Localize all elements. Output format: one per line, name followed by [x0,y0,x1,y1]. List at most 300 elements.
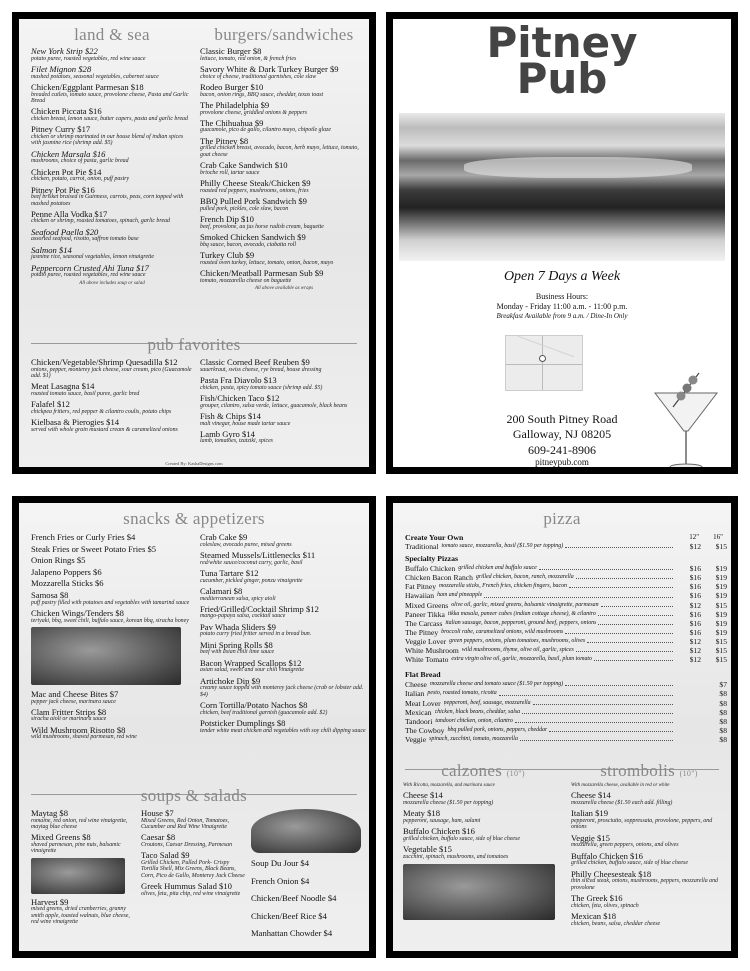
pizza-row [405,637,727,646]
dot-leader [601,601,673,607]
menu-item-description: teriyaki, bbq, sweet chili, buffalo sauce, korean bbq, siracha honey [31,617,189,624]
menu-item-name: The Chihuahua $9 [200,117,264,128]
menu-item [200,376,368,391]
dot-leader [576,646,673,652]
menu-item-name: Manhattan Chowder $4 [251,928,333,939]
pizza-row [405,689,727,698]
menu-item [200,215,368,230]
menu-item-description: romaine, red onion, red wine vinaigrette, maytag blue cheese [31,817,128,830]
dot-leader [565,680,673,686]
menu-item [31,186,193,207]
burgers-list [200,47,368,284]
price-16: $8 [719,707,727,717]
menu-item-description: beef with asian chili lime sauce [200,649,275,656]
menu-item-name: Philly Cheese Steak/Chicken $9 [200,178,311,189]
menu-item-description: assorted seafood, risotto, saffron tomato base [31,236,139,243]
pizza-description: tikka masala, paneer cubes (indian cottage cheese), & cilantro [447,610,596,617]
menu-item-name: BBQ Pulled Pork Sandwich $9 [200,196,307,207]
dot-leader [598,619,673,625]
pizza-description: broccoli rabe, caramelized onions, wild mushrooms [441,628,564,635]
pizza-description: pepperoni, beef, sausage, mozzarella [443,699,531,706]
menu-item [251,877,369,886]
menu-item-name: Fish/Chicken Taco $12 [200,392,280,403]
menu-item-name: Peppercorn Crusted Ahi Tuna $17 [31,262,149,273]
menu-item-name: Chicken Marsala $16 [31,148,106,159]
snacks-right [200,533,369,737]
menu-item-name: Crab Cake $9 [200,532,248,542]
menu-item-description: choice of cheese, traditional garnishes, cole slaw [200,73,317,80]
menu-item [200,269,368,284]
menu-item-description: chicken, pasta, spicy tomato sauce (shrimp add. $5) [200,384,323,391]
pizza-row [405,564,727,573]
menu-item [141,809,245,830]
menu-item-description: zucchini, spinach, mushrooms, and tomatoes [403,853,509,860]
pizza-row [405,619,727,628]
menu-item-description: puff pastry filled with potatoes and vegetables with tamarind sauce [31,599,190,606]
credit-text: Created By: KashaDesigns.com [165,461,223,466]
menu-item-name: Maytag $8 [31,808,68,818]
menu-item-description: Croutons, Caesar Dressing, Parmesan [141,841,233,848]
price-12 [675,689,701,698]
snacks-left [31,533,191,624]
pizza-row [405,573,727,582]
hours-text: Monday - Friday 11:00 a.m. - 11:00 p.m. [496,302,628,311]
create-your-own-title: Create Your Own [405,533,464,542]
menu-item-name: Veggie $15 [571,832,610,843]
price-12 [675,735,701,744]
menu-item [31,898,135,926]
menu-item-name: Seafood Paella $20 [31,226,99,237]
pub-favorites-right [200,358,368,448]
pizza-row [405,680,727,689]
pizza-row [405,726,727,735]
menu-item-name: Mini Spring Rolls $8 [200,639,273,650]
menu-item-description: beef, provolone, au jus horse radish cream, baguette [200,223,324,230]
salads-middle [141,809,245,900]
menu-item [200,551,369,566]
menu-item-name: Taco Salad $9 [141,850,190,861]
menu-item [31,246,193,261]
strombolis-list [571,791,727,927]
menu-item-description: mashed potatoes, seasonal vegetables, cabernet sauce [31,73,159,80]
price-12: $16 [689,564,701,574]
price-12: $12 [689,542,701,551]
pizza-row [405,542,727,551]
specialty-title: Specialty Pizzas [405,554,459,564]
pizza-name: Paneer Tikka [405,609,445,619]
soups-list [251,859,369,938]
open-seven-days: Open 7 Days a Week [503,269,621,284]
dot-leader [520,735,673,741]
menu-item-name: Calamari $8 [200,585,243,596]
pizza-name: Hawaiian [405,591,435,601]
menu-item-description: Grilled Chicken, Pulled Pork- Crispy Tortilla Shell, Mix Greens, Black Beans, Corn, Pico de Gallo, Monterey Jack Cheese [141,859,245,879]
menu-item [31,150,193,165]
price-16: $19 [715,591,727,601]
pizza-description: tandoori chicken, onion, cilantro [435,717,513,724]
menu-item [571,809,727,830]
menu-item-name: House $7 [141,808,174,818]
dot-leader [594,655,673,661]
pizza-description: pesto, roasted tomato, ricotta [427,690,497,697]
menu-item [31,65,193,80]
breakfast-text: Breakfast Available from 9 a.m. / Dine-In Only [496,312,628,320]
menu-item-name: Chicken Wings/Tenders $8 [31,607,124,618]
pizza-row [405,591,727,600]
menu-item [200,569,369,584]
menu-item [31,833,135,854]
phone-number: 609-241-8906 [528,443,596,457]
menu-item-description: breaded cutlets, tomato sauce, provolone cheese, Pasta and Garlic Bread [31,91,189,104]
price-12 [675,699,701,708]
menu-item-name: Pitney Pot Pie $16 [31,184,95,195]
menu-item-description: chicken breast, lemon sauce, butter capers, pasta and garlic bread [31,115,188,122]
dot-leader [587,637,673,643]
menu-item-name: Pasta Fra Diavolo $13 [200,374,277,385]
location-map [505,335,583,391]
menu-item-description: beef brisket braised in Guinness, carrots, peas, corn topped with mashed potatoes [31,194,184,207]
menu-item-name: The Philadelphia $9 [200,99,270,110]
pizza-name: Cheese [405,680,427,690]
menu-item [251,912,369,921]
menu-panel-cover-body [393,19,731,467]
flat-bread-list [405,680,727,744]
pizza-description: olive oil, garlic, mixed greens, balsamic vinaigrette, parmesan [451,601,599,608]
menu-item-description: lamb, tomatoes, tzatziki, spices [200,438,273,445]
menu-item-name: Meat Lasagna $14 [31,381,95,392]
menu-item [200,701,369,716]
dot-leader [549,726,673,732]
dot-leader [522,708,673,714]
menu-item-description: sauerkraut, swiss cheese, rye bread, house dressing [200,366,322,373]
menu-item-name: Mexican $18 [571,910,617,921]
menu-item-name: Pav Whada Sliders $9 [200,621,276,632]
menu-item [31,591,191,606]
pizza-row [405,655,727,664]
menu-item [31,382,193,397]
pizza-row [405,601,727,610]
dot-leader [539,564,673,570]
pizza-description: chicken, black beans, cheddar, salsa [434,708,521,715]
menu-item-name: French Dip $10 [200,214,254,225]
menu-item-name: Chicken/Beef Rice $4 [251,910,327,921]
menu-item-description: potato puree, roasted vegetables, red wine sauce [31,272,146,279]
pizza-name: Veggie Lover [405,636,447,646]
pizza-name: Italian [405,689,425,699]
menu-item-name: Fish & Chips $14 [200,410,261,421]
dot-leader [565,628,673,634]
menu-item [200,197,368,212]
menu-item-description: guacamole, pico de gallo, cilantro mayo, chipotle glaze [200,127,331,134]
price-16: $15 [715,542,727,551]
menu-item [571,834,727,849]
price-16: $15 [715,646,727,656]
pizza-description: bbq pulled pork, onions, peppers, cheddar [447,726,548,733]
menu-item [200,251,368,266]
menu-item-name: Buffalo Chicken $16 [403,826,475,837]
pizza-row [405,708,727,717]
menu-item-name: Turkey Club $9 [200,250,255,261]
menu-item-description: chickpea fritters, red pepper & cilantro coulis, potato chips [31,408,172,415]
menu-panel-appetizers-body [19,503,369,951]
price-16: $8 [719,716,727,726]
price-12: $16 [689,582,701,592]
menu-item-description: Mixed Greens, Red Onion, Tomatoes, Cucumber and Red Wine Vinaigrette [141,817,230,830]
menu-item [200,137,368,158]
menu-item [31,358,193,379]
menu-item-name: Filet Mignon $28 [31,63,92,74]
menu-item [403,809,563,824]
menu-item-name: Penne Alla Vodka $17 [31,208,108,219]
pizza-description: green peppers, onions, plum tomatoes, mushrooms, olives [449,637,586,644]
menu-item [31,400,193,415]
pizza-name: The Cowboy [405,725,445,735]
menu-item-description: red/white sauce/coconut curry, garlic, basil [200,559,303,566]
menu-item-description: grouper, cilantro, salsa verde, lettuce, guacamole, black beans [200,402,348,409]
price-12: $16 [689,573,701,583]
pizza-name: The Pitney [405,627,439,637]
strombolis-note: With mozzarella cheese, available in red or white [571,783,670,788]
menu-item-description: shaved parmesan, pine nuts, balsamic vinaigrette [31,841,121,855]
soups-heading: soups & salads [140,786,248,805]
pizza-name: Veggie [405,734,427,744]
pizza-row [405,717,727,726]
calzones-list [403,791,563,860]
price-12: $12 [689,655,701,665]
price-16: $19 [715,573,727,583]
menu-item-name: Cheese $14 [571,790,611,801]
menu-item-name: Mozzarella Sticks $6 [31,578,104,589]
menu-item-name: Tuna Tartare $12 [200,567,259,578]
menu-item [31,264,193,279]
menu-item-name: Mixed Greens $8 [31,832,91,843]
pub-favorites-heading: pub favorites [147,335,241,354]
menu-item [403,791,563,806]
hours-title: Business Hours: [535,292,589,301]
calzones-heading [403,761,563,781]
menu-item-name: New York Strip $22 [31,46,98,56]
menu-item-name: Wild Mushroom Risotto $8 [31,724,126,735]
menu-item-name: Chicken/Beef Noodle $4 [251,893,337,904]
dot-leader [533,699,673,705]
menu-item-name: French Fries or Curly Fries $4 [31,532,136,542]
logo-line-1: Pitney [486,19,638,67]
menu-item-description: mango-papaya salsa, cocktail sauce [200,613,286,620]
menu-item-name: Potsticker Dumplings $8 [200,718,286,729]
pizza-row [405,735,727,744]
menu-item-name: Smoked Chicken Sandwich $9 [200,232,306,243]
menu-item-description: mushrooms, choice of pasta, garlic bread [31,158,129,165]
menu-item [31,533,191,542]
menu-item [31,228,193,243]
menu-item [200,358,368,373]
pizza-row [405,699,727,708]
menu-item [141,833,245,848]
pizza-description: spinach, zucchini, tomato, mozzarella [429,735,518,742]
menu-item-description: mozzarella cheese ($1.50 per topping) [403,799,494,806]
pizza-row [405,628,727,637]
price-12: $12 [689,636,701,646]
pizza-description: grilled chicken and buffalo sauce [458,565,537,572]
menu-item-name: Artichoke Dip $9 [200,675,261,686]
menu-item-description: pepper jack cheese, marinara sauce [31,698,116,705]
menu-item-name: Buffalo Chicken $16 [571,850,643,861]
land-sea-list [31,47,193,279]
menu-item [31,168,193,183]
menu-item-name: Italian $19 [571,808,608,819]
price-12: $16 [689,591,701,601]
menu-item-name: Harvest $9 [31,896,69,907]
menu-item [31,568,191,577]
menu-item-name: Bacon Wrapped Scallops $12 [200,657,302,668]
snacks-heading: snacks & appetizers [123,509,265,528]
menu-item-name: Fried/Grilled/Cocktail Shrimp $12 [200,603,319,614]
menu-item-name: Falafel $12 [31,399,70,410]
menu-item [251,929,369,938]
pizza-name: Traditional [405,542,439,551]
menu-item-name: The Pitney $8 [200,135,249,146]
dot-leader [576,573,673,579]
pizza-heading: pizza [543,509,581,528]
size-12-label: 12" [689,533,700,541]
menu-item [200,677,369,698]
strombolis-title: strombolis [600,761,676,780]
menu-item [571,912,727,927]
calzone-photo [403,864,555,920]
menu-item [403,845,563,860]
specialty-list [405,564,727,664]
menu-item-name: Classic Burger $8 [200,46,262,56]
pizza-description: ham and pineapple [437,592,483,599]
menu-item [31,210,193,225]
menu-item-name: Samosa $8 [31,589,69,600]
menu-item-description: wild mushrooms, shaved parmesan, red wine [31,734,137,741]
pizza-description: mozzarella cheese and tomato sauce ($1.50 per topping) [429,681,564,688]
price-16: $15 [715,600,727,610]
dot-leader [565,542,673,548]
price-12: $12 [689,646,701,656]
menu-item-description: thin sliced steak, onions, mushrooms, peppers, mozzarella and provolone [571,878,718,891]
website[interactable]: pitneypub.com [535,457,589,467]
price-16: $19 [715,618,727,628]
menu-item [31,545,191,554]
pizza-name: Chicken Bacon Ranch [405,573,473,583]
menu-item-description: chicken or shrimp, roasted tomatoes, spinach, garlic bread [31,218,170,225]
menu-panel-pizza-body [393,503,731,951]
menu-item [251,859,369,868]
menu-item [31,579,191,588]
pizza-name: Mixed Greens [405,600,449,610]
price-16: $19 [715,582,727,592]
menu-item [200,179,368,194]
menu-item-description: mediterranean salsa, spicy aioli [200,595,276,602]
menu-item-description: pepperoni, sausage, ham, salami [403,817,481,824]
menu-item-name: Chicken Piccata $16 [31,106,102,117]
menu-item-description: asian salad, sweet and sour chili vinaigrette [200,667,305,674]
menu-item-name: Crab Cake Sandwich $10 [200,160,288,171]
price-16: $19 [715,609,727,619]
pub-favorites-left [31,358,193,436]
pizza-name: White Tomato [405,655,449,665]
menu-item-description: jasmine rice, seasonal vegetables, lemon vinaigrette [31,254,154,261]
pizza-name: Fat Pitney [405,582,437,592]
menu-item [200,161,368,176]
menu-item [200,659,369,674]
menu-item-name: Salmon $14 [31,244,72,255]
pizza-description: extra virgin olive oil, garlic, mozzarella, basil, plum tomato [451,656,593,663]
menu-item [31,418,193,433]
menu-item [31,83,193,104]
menu-item-description: potato curry fried fritter served in a bread bun. [200,631,312,638]
menu-panel-mains [12,12,376,474]
menu-item-name: Caesar $8 [141,832,176,843]
menu-item [571,870,727,891]
menu-item [31,609,191,624]
menu-item-name: Savory White & Dark Turkey Burger $9 [200,63,339,74]
dot-leader [499,689,673,695]
menu-item [200,412,368,427]
menu-item-description: onions, pepper, monterey jack cheese, sour cream, pico (Guacamole add. $1) [31,366,192,379]
pitney-pub-logo [393,19,731,103]
pizza-description: tomato sauce, mozzarella, basil ($1.50 per topping) [441,543,564,549]
empanada-photo [31,627,181,685]
menu-item [200,47,368,62]
menu-item [200,83,368,98]
menu-item-description: malt vinegar, house made tartar sauce [200,420,291,427]
menu-item-description: pulled pork, pickles, cole slaw, bacon [200,205,289,212]
price-12 [675,708,701,717]
menu-item [141,882,245,897]
menu-panel-appetizers [12,496,376,958]
menu-item [200,430,368,445]
calzones-size: (10") [506,769,525,778]
salads-left-2 [31,898,135,926]
menu-item-name: Kielbasa & Pierogies $14 [31,417,120,428]
menu-item [251,894,369,903]
menu-item [200,719,369,734]
price-12: $16 [689,627,701,637]
menu-item-name: French Onion $4 [251,875,310,886]
menu-item-description: lettuce, tomato, red onion, & french fries [200,55,297,62]
menu-item [571,894,727,909]
menu-item-description: mozzarella, green peppers, onions, and olives [571,842,679,849]
price-12 [675,717,701,726]
price-12: $16 [689,609,701,619]
strombolis-heading [571,761,727,781]
menu-item-name: Steak Fries or Sweet Potato Fries $5 [31,543,157,554]
menu-item [31,809,135,830]
price-16: $8 [719,725,727,735]
menu-item-description: grilled chicken breast, avocado, bacon, herb mayo, lettuce, tomato, goat cheese [200,145,359,158]
dot-leader [515,717,673,723]
menu-item-description: tender white meat chicken and vegetables with soy chili dipping sauce [200,727,366,734]
menu-item-name: Greek Hummus Salad $10 [141,881,232,892]
menu-item [200,641,369,656]
menu-item-description: provolone cheese, griddled onions & peppers [200,109,308,116]
soup-photo [251,809,361,853]
menu-item [31,125,193,146]
menu-item-description: roasted red peppers, mushrooms, onions, fries [200,187,309,194]
menu-item-description: roasted oven turkey, lettuce, tomato, onion, bacon, mayo [200,259,334,266]
menu-item-description: pepperoni, prosciutto, soppressata, provolone, peppers, and onions [571,817,713,831]
flat-bread-title: Flat Bread [405,670,441,680]
dot-leader [598,610,673,616]
price-16: $8 [719,698,727,708]
price-16: $15 [715,655,727,665]
menu-item-name: Chicken Pot Pie $14 [31,166,102,177]
menu-item-description: chicken, feta, olives, spinach [571,902,639,909]
land-sea-note: All above includes soup or salad [79,280,145,286]
